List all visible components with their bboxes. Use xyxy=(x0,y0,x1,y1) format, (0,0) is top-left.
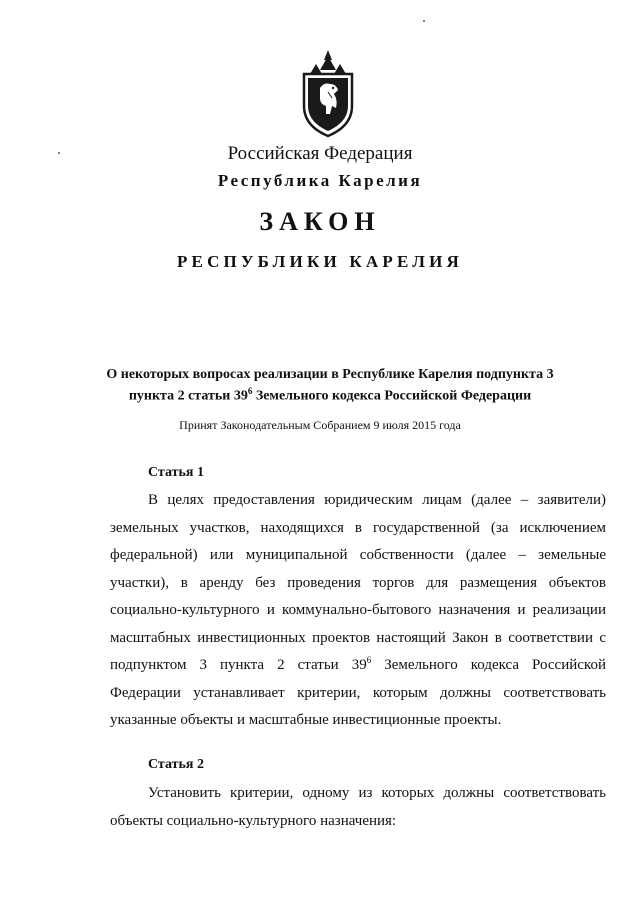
document-type-subtitle: РЕСПУБЛИКИ КАРЕЛИЯ xyxy=(176,252,464,271)
country-name: Российская Федерация xyxy=(227,143,413,164)
law-title-line2-post: Земельного кодекса Российской Федерации xyxy=(252,388,532,404)
coat-of-arms-emblem xyxy=(298,48,358,138)
scan-speck xyxy=(58,152,60,154)
law-title-line1: О некоторых вопросах реализации в Республике Карелия подпункта 3 xyxy=(106,367,554,382)
article-2-heading: Статья 2 xyxy=(148,757,204,772)
adoption-note: Принят Законодательным Собранием 9 июля 2015 года xyxy=(179,418,461,432)
republic-name: Республика Карелия xyxy=(217,171,423,190)
law-title xyxy=(100,366,560,405)
scan-speck xyxy=(423,20,425,22)
law-title-superscript: 6 xyxy=(247,386,253,396)
law-title-line2-pre: пункта 2 статьи 39 xyxy=(128,388,248,404)
article-1-heading: Статья 1 xyxy=(148,465,204,480)
article-1-superscript: 6 xyxy=(366,655,372,665)
article-1-text-pre: В целях предоставления юридическим лицам (далее – заявители) земельных участков, находящихся в государственной (за исключением федеральной) или муниципальной собственности (далее – земельные участки), в аренду без проведения торгов для размещения объектов социально-культурного и коммунально-бытового назначения и реализации масштабных инвестиционных проектов настоящий Закон в соответствии с подпунктом 3 пункта 2 статьи 39 xyxy=(110,492,606,673)
document-type: ЗАКОН xyxy=(259,207,381,236)
article-1-text xyxy=(110,487,606,735)
article-1-text-post: Земельного кодекса Российской Федерации устанавливает критерии, которым должны соответствовать указанные объекты и масштабные инвестиционные проекты. xyxy=(110,657,606,728)
article-2-text: Установить критерии, одному из которых должны соответствовать объекты социально-культурного назначения: xyxy=(110,785,606,829)
